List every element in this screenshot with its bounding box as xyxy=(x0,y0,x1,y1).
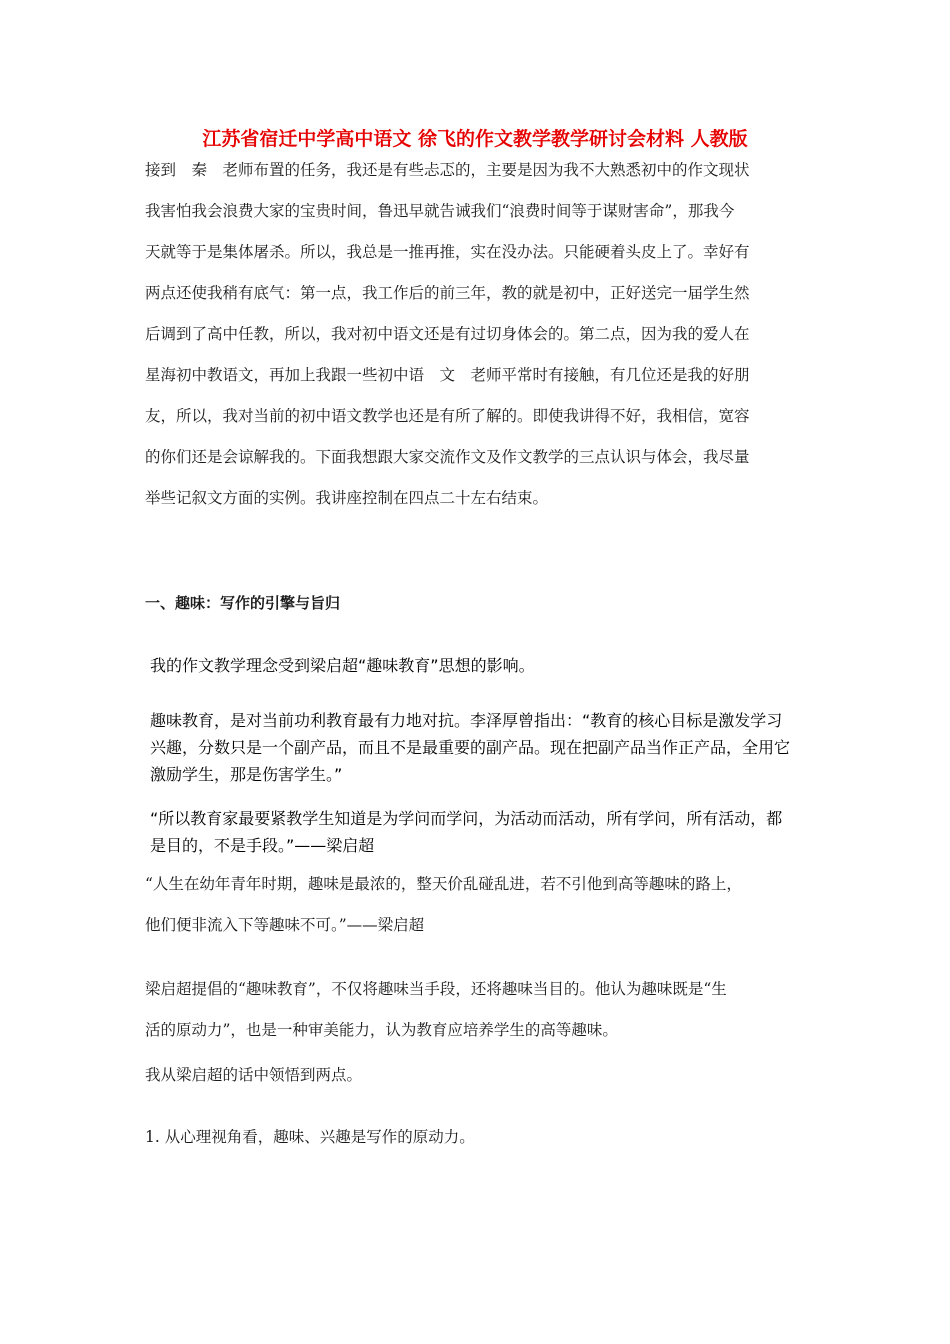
quote-line: “所以教育家最要紧教学生知道是为学问而学问，为活动而活动，所有学问，所有活动，都 xyxy=(150,809,783,828)
paragraph-line: 梁启超提倡的“趣味教育”，不仅将趣味当手段，还将趣味当目的。他认为趣味既是“生 xyxy=(145,980,727,998)
intro-line: 天就等于是集体屠杀。所以，我总是一推再推，实在没办法。只能硬着头皮上了。幸好有 xyxy=(145,243,750,261)
intro-line: 举些记叙文方面的实例。我讲座控制在四点二十左右结束。 xyxy=(145,489,549,507)
paragraph-line: 我从梁启超的话中领悟到两点。 xyxy=(145,1066,363,1084)
paragraph-line: 他们便非流入下等趣味不可。”——梁启超 xyxy=(145,916,425,934)
intro-paragraph xyxy=(145,150,815,519)
section-heading: 一、趣味：写作的引擎与旨归 xyxy=(145,594,341,612)
point-one-paragraph xyxy=(145,1117,815,1158)
intro-line: 星海初中教语文，再加上我跟一些初中语 文 老师平常时有接触，有几位还是我的好朋 xyxy=(145,366,750,384)
two-points-paragraph xyxy=(145,1055,815,1096)
quote-line: 激励学生，那是伤害学生。” xyxy=(150,765,343,784)
quote-intro: 我的作文教学理念受到梁启超“趣味教育”思想的影响。 xyxy=(150,656,535,675)
intro-line: 友，所以，我对当前的初中语文教学也还是有所了解的。即使我讲得不好，我相信，宽容 xyxy=(145,407,750,425)
intro-line: 我害怕我会浪费大家的宝贵时间，鲁迅早就告诫我们“浪费时间等于谋财害命”，那我今 xyxy=(145,202,735,220)
li-zehou-quote xyxy=(150,707,830,788)
intro-line: 的你们还是会谅解我的。下面我想跟大家交流作文及作文教学的三点认识与体会，我尽量 xyxy=(145,448,750,466)
intro-line: 接到 秦 老师布置的任务，我还是有些忐忑的，主要是因为我不大熟悉初中的作文现状 xyxy=(145,161,750,179)
quote-line: 是目的，不是手段。”——梁启超 xyxy=(150,836,375,855)
paragraph-line: “人生在幼年青年时期，趣味是最浓的，整天价乱碰乱进，若不引他到高等趣味的路上， xyxy=(145,875,742,893)
quote-line: 趣味教育，是对当前功利教育最有力地对抗。李泽厚曾指出：“教育的核心目标是激发学习 xyxy=(150,711,783,730)
document-title: 江苏省宿迁中学高中语文 徐飞的作文教学教学研讨会材料 人教版 xyxy=(202,128,748,150)
liang-quote-paragraph xyxy=(145,864,815,946)
paragraph-line: 1. 从心理视角看，趣味、兴趣是写作的原动力。 xyxy=(145,1128,475,1146)
intro-line: 两点还使我稍有底气：第一点，我工作后的前三年，教的就是初中，正好送完一届学生然 xyxy=(145,284,750,302)
quote-line: 兴趣，分数只是一个副产品，而且不是最重要的副产品。现在把副产品当作正产品，全用它 xyxy=(150,738,791,757)
paragraph-line: 活的原动力”，也是一种审美能力，认为教育应培养学生的高等趣味。 xyxy=(145,1021,618,1039)
intro-line: 后调到了高中任教，所以，我对初中语文还是有过切身体会的。第二点，因为我的爱人在 xyxy=(145,325,750,343)
liang-explanation-paragraph xyxy=(145,969,815,1051)
liang-qichao-quote xyxy=(150,805,830,859)
